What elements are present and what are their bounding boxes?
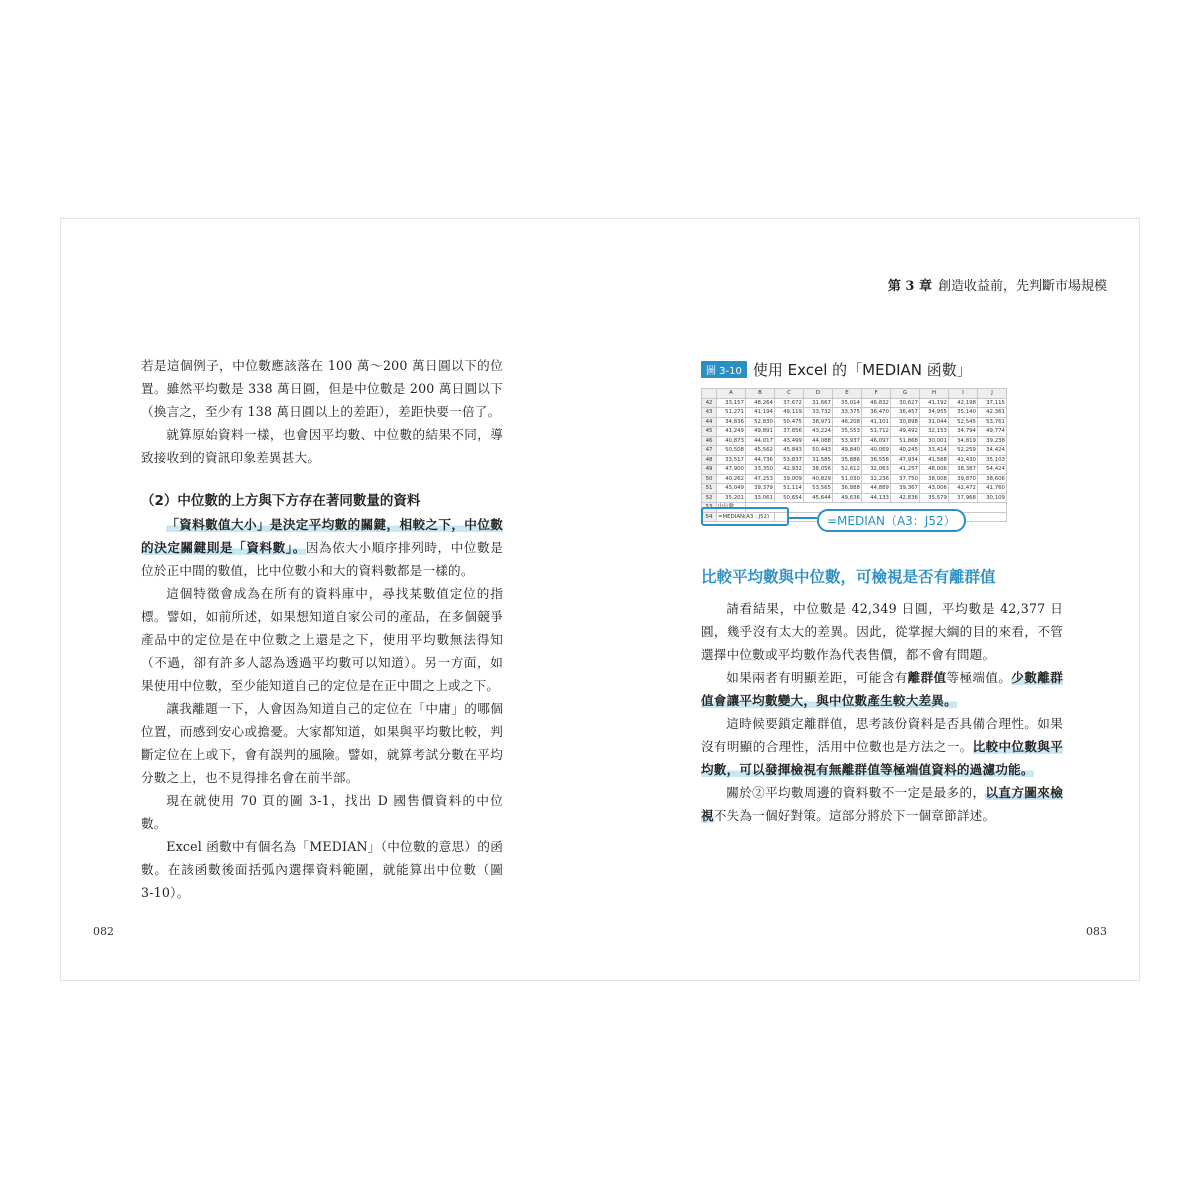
data-cell[interactable]: 53,565 (804, 484, 833, 494)
data-cell[interactable]: 34,836 (717, 417, 746, 427)
data-cell[interactable]: 44,017 (746, 436, 775, 446)
row-number: 43 (702, 408, 717, 418)
right-page-body (701, 359, 1063, 827)
row-number: 50 (702, 474, 717, 484)
left-paragraph-1: 若是這個例子，中位數應該落在 100 萬～200 萬日圓以下的位置。雖然平均數是 338 萬日圓，但是中位數是 200 萬日圓以下（換言之，至少有 138 萬日圓以上的差距），差距快要一倍了。 (141, 358, 503, 419)
data-cell[interactable]: 35,201 (717, 493, 746, 503)
data-cell[interactable]: 42,198 (949, 398, 978, 408)
data-cell[interactable]: 43,499 (775, 436, 804, 446)
right-paragraph-4-pre: 關於②平均數周邊的資料數不一定是最多的， (726, 785, 986, 800)
column-header: H (920, 389, 949, 399)
column-header-row (702, 389, 1007, 399)
data-cell[interactable]: 46,208 (833, 417, 862, 427)
data-cell[interactable]: 33,414 (920, 446, 949, 456)
spreadsheet-body (702, 398, 1007, 522)
data-cell[interactable]: 33,157 (717, 398, 746, 408)
right-paragraph-3 (701, 712, 1063, 781)
row-number: 46 (702, 436, 717, 446)
data-cell[interactable]: 33,350 (746, 465, 775, 475)
data-cell[interactable]: 31,667 (804, 398, 833, 408)
row-number: 52 (702, 493, 717, 503)
column-header: F (862, 389, 891, 399)
data-cell[interactable]: 35,579 (920, 493, 949, 503)
data-cell[interactable]: 33,732 (804, 408, 833, 418)
data-cell[interactable]: 31,585 (804, 455, 833, 465)
data-cell[interactable]: 41,257 (891, 465, 920, 475)
right-paragraph-4 (701, 781, 1063, 827)
data-cell[interactable]: 49,840 (833, 446, 862, 456)
data-cell[interactable]: 30,001 (920, 436, 949, 446)
data-cell[interactable]: 37,672 (775, 398, 804, 408)
data-cell[interactable]: 42,836 (891, 493, 920, 503)
data-cell[interactable]: 40,069 (862, 446, 891, 456)
right-paragraph-2 (701, 666, 1063, 712)
data-cell[interactable]: 51,030 (833, 474, 862, 484)
data-cell[interactable]: 52,830 (746, 417, 775, 427)
data-cell[interactable]: 36,558 (862, 455, 891, 465)
data-cell[interactable]: 43,224 (804, 427, 833, 437)
column-header (702, 389, 717, 399)
data-cell[interactable]: 45,562 (746, 446, 775, 456)
data-cell[interactable]: 44,736 (746, 455, 775, 465)
data-cell[interactable]: 39,379 (746, 484, 775, 494)
data-cell[interactable]: 36,470 (862, 408, 891, 418)
data-cell[interactable]: 34,794 (949, 427, 978, 437)
left-paragraph-4: 這個特徵會成為在所有的資料庫中，尋找某數值定位的指標。譬如，如前所述，如果想知道自家公司的產品，在多個競爭產品中的定位是在中位數之上還是之下，使用平均數無法得知（不過，卻有許多人認為透過平均數可以知道）。另一方面，如果使用中位數，至少能知道自己的定位是在正中間之上或之下。 (141, 586, 503, 693)
row-number: 48 (702, 455, 717, 465)
data-cell[interactable]: 39,009 (775, 474, 804, 484)
data-cell[interactable]: 32,063 (862, 465, 891, 475)
data-cell[interactable]: 54,424 (978, 465, 1007, 475)
book-spread (60, 218, 1140, 981)
data-cell[interactable]: 34,424 (978, 446, 1007, 456)
data-cell[interactable]: 45,644 (804, 493, 833, 503)
spreadsheet-row (702, 408, 1007, 418)
data-cell[interactable]: 40,245 (891, 446, 920, 456)
data-cell[interactable]: 33,517 (717, 455, 746, 465)
spreadsheet-row (702, 427, 1007, 437)
data-cell[interactable]: 30,898 (891, 417, 920, 427)
right-paragraph-3-pre: 這時候要鎖定離群值，思考該份資料是否具備合理性。如果沒有明顯的合理性，活用中位數也是方法之一。 (701, 716, 1063, 754)
data-cell[interactable]: 43,049 (717, 484, 746, 494)
data-cell[interactable]: 52,545 (949, 417, 978, 427)
chapter-title: 創造收益前，先判斷市場規模 (937, 279, 1107, 294)
data-cell[interactable]: 46,832 (862, 398, 891, 408)
data-cell[interactable]: 37,856 (775, 427, 804, 437)
data-cell[interactable]: 35,140 (949, 408, 978, 418)
data-cell[interactable]: 41,249 (717, 427, 746, 437)
data-cell[interactable]: 43,006 (920, 484, 949, 494)
column-header: I (949, 389, 978, 399)
highlight-text: 以直方圖來檢視 (701, 785, 1064, 823)
data-cell[interactable]: 41,568 (920, 455, 949, 465)
data-cell[interactable]: 37,968 (949, 493, 978, 503)
data-cell[interactable]: 33,061 (746, 493, 775, 503)
spreadsheet-row (702, 398, 1007, 408)
data-cell[interactable]: 38,056 (804, 465, 833, 475)
left-paragraph-3-rest: 因為依大小順序排列時，中位數是位於正中間的數值，比中位數小和大的資料數都是一樣的。 (141, 540, 503, 578)
spreadsheet-row (702, 436, 1007, 446)
data-cell[interactable]: 32,236 (862, 474, 891, 484)
figure-badge: 圖 3-10 (701, 361, 747, 378)
column-header: E (833, 389, 862, 399)
row-number: 49 (702, 465, 717, 475)
data-cell[interactable]: 38,008 (920, 474, 949, 484)
right-paragraph-1: 請看結果，中位數是 42,349 日圓，平均數是 42,377 日圓，幾乎沒有太大的差異。因此，從掌握大綱的目的來看，不管選擇中位數或平均數作為代表售價，都不會有問題。 (701, 601, 1063, 662)
data-cell[interactable]: 30,627 (891, 398, 920, 408)
spreadsheet-row (702, 484, 1007, 494)
data-cell[interactable]: 40,262 (717, 474, 746, 484)
data-cell[interactable]: 30,109 (978, 493, 1007, 503)
data-cell[interactable]: 44,889 (862, 484, 891, 494)
spreadsheet-row (702, 493, 1007, 503)
left-paragraph-2: 就算原始資料一樣，也會因平均數、中位數的結果不同，導致接收到的資訊印象差異甚大。 (141, 427, 503, 465)
page-number-right: 083 (1086, 925, 1107, 938)
data-cell[interactable]: 41,760 (978, 484, 1007, 494)
spreadsheet-row (702, 446, 1007, 456)
data-cell[interactable]: 42,361 (978, 408, 1007, 418)
data-cell[interactable]: 38,606 (978, 474, 1007, 484)
data-cell[interactable]: 34,955 (920, 408, 949, 418)
data-cell[interactable]: 39,367 (891, 484, 920, 494)
data-cell[interactable]: 50,508 (717, 446, 746, 456)
data-cell[interactable]: 42,472 (949, 484, 978, 494)
data-cell[interactable]: 47,900 (717, 465, 746, 475)
data-cell[interactable]: 46,097 (862, 436, 891, 446)
data-cell[interactable]: 41,101 (862, 417, 891, 427)
median-label-cell[interactable]: 中位數 (717, 503, 746, 513)
row-number: 42 (702, 398, 717, 408)
data-cell[interactable]: 41,194 (746, 408, 775, 418)
data-cell[interactable]: 51,114 (775, 484, 804, 494)
highlight-text: 少數離群值會讓平均數變大，與中位數產生較大差異。 (701, 670, 1063, 708)
column-header: J (978, 389, 1007, 399)
left-paragraph-7: Excel 函數中有個名為「MEDIAN」（中位數的意思）的函數。在該函數後面括弧內選擇資料範圍，就能算出中位數（圖 3-10）。 (141, 839, 503, 900)
data-cell[interactable]: 41,192 (920, 398, 949, 408)
left-page-body (141, 354, 503, 904)
formula-callout: =MEDIAN（A3：J52） (817, 509, 966, 532)
data-cell[interactable]: 47,253 (746, 474, 775, 484)
data-cell[interactable]: 34,819 (949, 436, 978, 446)
data-cell[interactable]: 39,870 (949, 474, 978, 484)
column-header: C (775, 389, 804, 399)
data-cell[interactable]: 44,088 (804, 436, 833, 446)
column-header: A (717, 389, 746, 399)
spreadsheet-row (702, 455, 1007, 465)
data-cell[interactable]: 53,761 (978, 417, 1007, 427)
row-number: 54 (702, 512, 717, 522)
spreadsheet-table (701, 388, 1007, 522)
data-cell[interactable]: 50,654 (775, 493, 804, 503)
row-number: 47 (702, 446, 717, 456)
formula-highlight-box (701, 507, 789, 526)
data-cell[interactable]: 49,774 (978, 427, 1007, 437)
highlight-text: 比較中位數與平均數，可以發揮檢視有無離群值等極端值資料的過濾功能。 (701, 739, 1064, 777)
data-cell[interactable]: 44,133 (862, 493, 891, 503)
left-paragraph-3 (141, 513, 503, 582)
row-number: 45 (702, 427, 717, 437)
figure-caption: 使用 Excel 的「MEDIAN 函數」 (752, 361, 972, 379)
data-cell[interactable]: 38,387 (949, 465, 978, 475)
running-head (888, 275, 1107, 294)
data-cell[interactable]: 45,843 (775, 446, 804, 456)
median-formula-cell[interactable]: =MEDIAN(A3 : J52) (717, 512, 775, 522)
data-cell[interactable]: 53,937 (833, 436, 862, 446)
column-header: B (746, 389, 775, 399)
right-paragraph-4-post: 不失為一個好對策。這部分將於下一個章節詳述。 (713, 808, 996, 823)
right-paragraph-2-pre: 如果兩者有明顯差距，可能含有 (726, 670, 908, 685)
data-cell[interactable]: 39,238 (978, 436, 1007, 446)
data-cell[interactable]: 51,868 (891, 436, 920, 446)
row-number: 53 (702, 503, 717, 513)
data-cell[interactable]: 33,375 (833, 408, 862, 418)
spreadsheet-row (702, 465, 1007, 475)
column-header: G (891, 389, 920, 399)
row-number: 51 (702, 484, 717, 494)
data-cell[interactable]: 49,119 (775, 408, 804, 418)
excel-screenshot (701, 388, 1053, 528)
data-cell[interactable]: 40,829 (804, 474, 833, 484)
callout-connector (789, 517, 817, 519)
data-cell[interactable]: 37,750 (891, 474, 920, 484)
data-cell[interactable]: 38,971 (804, 417, 833, 427)
data-cell[interactable]: 36,888 (833, 484, 862, 494)
highlight-text: 「資料數值大小」是決定平均數的關鍵，相較之下，中位數的決定關鍵則是「資料數」。 (141, 517, 503, 555)
data-cell[interactable]: 49,636 (833, 493, 862, 503)
data-cell[interactable]: 52,259 (949, 446, 978, 456)
figure-title (701, 359, 1063, 380)
right-paragraph-2-mid: 等極端值。 (946, 670, 1012, 685)
data-cell[interactable]: 35,553 (833, 427, 862, 437)
data-cell[interactable]: 50,443 (804, 446, 833, 456)
data-cell[interactable]: 49,492 (891, 427, 920, 437)
data-cell[interactable]: 47,934 (891, 455, 920, 465)
column-header: D (804, 389, 833, 399)
row-number: 44 (702, 417, 717, 427)
data-cell[interactable]: 51,271 (717, 408, 746, 418)
left-subheading: （2）中位數的上方與下方存在著同數量的資料 (141, 493, 421, 509)
left-paragraph-6: 現在就使用 70 頁的圖 3-1，找出 D 國售價資料的中位數。 (141, 793, 503, 831)
data-cell[interactable]: 48,006 (920, 465, 949, 475)
spreadsheet-row (702, 474, 1007, 484)
data-cell[interactable]: 32,153 (920, 427, 949, 437)
outlier-term: 離群值 (907, 670, 947, 685)
spreadsheet-row (702, 417, 1007, 427)
data-cell[interactable]: 35,103 (978, 455, 1007, 465)
page-number-left: 082 (93, 925, 114, 938)
data-cell[interactable]: 49,891 (746, 427, 775, 437)
data-cell[interactable]: 37,115 (978, 398, 1007, 408)
chapter-label: 第 3 章 (887, 279, 932, 294)
data-cell[interactable]: 48,264 (746, 398, 775, 408)
data-cell[interactable]: 51,712 (862, 427, 891, 437)
data-cell[interactable]: 31,044 (920, 417, 949, 427)
data-cell[interactable]: 42,932 (775, 465, 804, 475)
section-title: 比較平均數與中位數，可檢視是否有離群值 (701, 568, 996, 586)
data-cell[interactable]: 40,873 (717, 436, 746, 446)
data-cell[interactable]: 35,014 (833, 398, 862, 408)
data-cell[interactable]: 42,430 (949, 455, 978, 465)
left-paragraph-5: 讓我離題一下，人會因為知道自己的定位在「中庸」的哪個位置，而感到安心或擔憂。大家都知道，如果與平均數比較，判斷定位在上或下，會有誤判的風險。譬如，就算考試分數在平均分數之上，也不見得排名會在前半部。 (141, 701, 503, 785)
data-cell[interactable]: 36,457 (891, 408, 920, 418)
data-cell[interactable]: 52,612 (833, 465, 862, 475)
data-cell[interactable]: 50,475 (775, 417, 804, 427)
data-cell[interactable]: 53,837 (775, 455, 804, 465)
data-cell[interactable]: 35,886 (833, 455, 862, 465)
